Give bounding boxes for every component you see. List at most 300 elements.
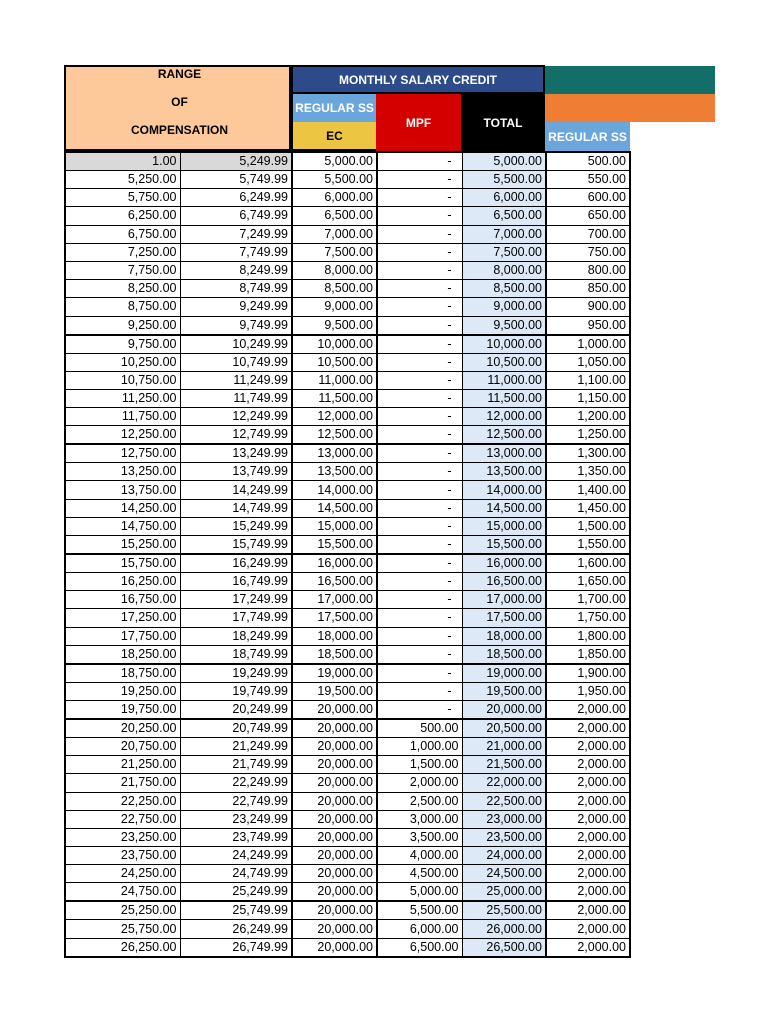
mpf-cell: - [377,664,462,683]
ec-cell: 12,000.00 [292,408,377,426]
range-to-cell: 15,249.99 [180,517,292,535]
regular-ss-cell: 1,650.00 [546,573,630,591]
range-to-cell: 6,749.99 [180,207,292,225]
range-from-cell: 15,750.00 [65,554,180,573]
range-to-cell: 11,249.99 [180,371,292,389]
total-cell: 6,000.00 [462,189,546,207]
table-row [65,371,630,389]
range-to-cell: 13,749.99 [180,463,292,481]
mpf-cell: 500.00 [377,719,462,738]
regular-ss-cell: 1,250.00 [546,426,630,445]
range-from-cell: 24,750.00 [65,883,180,902]
regular-ss-cell: 1,600.00 [546,554,630,573]
range-to-cell: 15,749.99 [180,536,292,555]
orange-header-block [545,94,715,122]
ec-cell: 17,500.00 [292,609,377,627]
mpf-cell: 3,500.00 [377,828,462,846]
table-row [65,335,630,354]
regular-ss-cell: 1,200.00 [546,408,630,426]
ec-cell: 9,500.00 [292,316,377,335]
ec-cell: 20,000.00 [292,774,377,792]
total-cell: 10,500.00 [462,353,546,371]
mpf-cell: - [377,225,462,243]
ec-cell: 20,000.00 [292,792,377,810]
range-from-cell: 22,750.00 [65,810,180,828]
regular-ss-cell: 2,000.00 [546,920,630,938]
total-cell: 22,000.00 [462,774,546,792]
regular-ss-cell: 2,000.00 [546,737,630,755]
range-from-cell: 14,250.00 [65,499,180,517]
total-cell: 18,000.00 [462,627,546,645]
ec-cell: 20,000.00 [292,865,377,883]
table-row [65,573,630,591]
mpf-cell: 3,000.00 [377,810,462,828]
regular-ss-cell: 1,800.00 [546,627,630,645]
total-cell: 5,500.00 [462,171,546,189]
range-from-cell: 8,250.00 [65,280,180,298]
total-cell: 7,000.00 [462,225,546,243]
mpf-header: MPF [376,94,461,151]
ec-cell: 11,000.00 [292,371,377,389]
mpf-cell: 2,000.00 [377,774,462,792]
total-cell: 16,500.00 [462,573,546,591]
range-to-cell: 13,249.99 [180,444,292,463]
range-from-cell: 9,750.00 [65,335,180,354]
range-from-cell: 7,750.00 [65,261,180,279]
range-to-cell: 5,749.99 [180,171,292,189]
range-to-cell: 26,749.99 [180,938,292,957]
mpf-cell: - [377,207,462,225]
ec-cell: 17,000.00 [292,591,377,609]
range-to-cell: 22,749.99 [180,792,292,810]
table-row [65,883,630,902]
regular-ss-cell: 650.00 [546,207,630,225]
range-from-cell: 8,750.00 [65,298,180,316]
range-from-cell: 17,250.00 [65,609,180,627]
mpf-cell: - [377,591,462,609]
mpf-cell: - [377,152,462,171]
range-to-cell: 10,749.99 [180,353,292,371]
regular-ss-cell: 2,000.00 [546,700,630,719]
range-from-cell: 21,750.00 [65,774,180,792]
range-from-cell: 21,250.00 [65,756,180,774]
regular-ss-cell: 1,100.00 [546,371,630,389]
range-to-cell: 7,249.99 [180,225,292,243]
mpf-cell: 4,500.00 [377,865,462,883]
ec-cell: 10,500.00 [292,353,377,371]
regular-ss-cell: 2,000.00 [546,774,630,792]
total-cell: 9,500.00 [462,316,546,335]
table-row [65,920,630,938]
ec-cell: 20,000.00 [292,883,377,902]
ec-cell: 20,000.00 [292,700,377,719]
range-to-cell: 14,749.99 [180,499,292,517]
regular-ss-cell: 2,000.00 [546,828,630,846]
regular-ss-cell: 1,300.00 [546,444,630,463]
regular-ss-cell: 900.00 [546,298,630,316]
range-to-cell: 8,249.99 [180,261,292,279]
ec-cell: 5,000.00 [292,152,377,171]
range-from-cell: 11,750.00 [65,408,180,426]
range-to-cell: 17,749.99 [180,609,292,627]
table-row [65,756,630,774]
total-cell: 5,000.00 [462,152,546,171]
regular-ss-cell: 2,000.00 [546,810,630,828]
mpf-cell: 6,500.00 [377,938,462,957]
ec-cell: 14,000.00 [292,481,377,499]
range-to-cell: 24,249.99 [180,847,292,865]
regular-ss-cell: 2,000.00 [546,865,630,883]
total-cell: 8,000.00 [462,261,546,279]
range-from-cell: 23,250.00 [65,828,180,846]
table-row [65,207,630,225]
range-from-cell: 25,250.00 [65,901,180,920]
ec-cell: 15,500.00 [292,536,377,555]
total-cell: 22,500.00 [462,792,546,810]
regular-ss-cell: 2,000.00 [546,756,630,774]
table-row [65,609,630,627]
mpf-cell: - [377,243,462,261]
mpf-cell: - [377,554,462,573]
range-to-cell: 16,749.99 [180,573,292,591]
table-row [65,810,630,828]
total-cell: 21,500.00 [462,756,546,774]
ec-header: EC [291,122,376,151]
total-cell: 17,000.00 [462,591,546,609]
mpf-cell: - [377,189,462,207]
table-row [65,774,630,792]
regular-ss-cell: 2,000.00 [546,847,630,865]
total-cell: 14,500.00 [462,499,546,517]
table-row [65,152,630,171]
ec-cell: 5,500.00 [292,171,377,189]
mpf-cell: 2,500.00 [377,792,462,810]
table-row [65,792,630,810]
range-from-cell: 23,750.00 [65,847,180,865]
ec-cell: 12,500.00 [292,426,377,445]
mpf-cell: - [377,609,462,627]
mpf-cell: - [377,481,462,499]
ec-cell: 14,500.00 [292,499,377,517]
ec-cell: 15,000.00 [292,517,377,535]
table-row [65,828,630,846]
mpf-cell: - [377,171,462,189]
range-to-cell: 20,749.99 [180,719,292,738]
range-from-cell: 20,750.00 [65,737,180,755]
total-cell: 6,500.00 [462,207,546,225]
regular-ss-cell: 850.00 [546,280,630,298]
table-row [65,901,630,920]
table-row [65,517,630,535]
total-cell: 13,500.00 [462,463,546,481]
ec-cell: 8,000.00 [292,261,377,279]
range-to-cell: 23,749.99 [180,828,292,846]
table-row [65,847,630,865]
total-cell: 11,000.00 [462,371,546,389]
range-to-cell: 7,749.99 [180,243,292,261]
table-row [65,189,630,207]
regular-ss-cell: 1,150.00 [546,389,630,407]
total-cell: 20,000.00 [462,700,546,719]
total-cell: 18,500.00 [462,645,546,664]
range-from-cell: 6,250.00 [65,207,180,225]
table-row [65,171,630,189]
total-cell: 19,000.00 [462,664,546,683]
mpf-cell: - [377,645,462,664]
salary-credit-table [64,151,631,958]
regular-ss-cell: 600.00 [546,189,630,207]
total-cell: 26,500.00 [462,938,546,957]
ec-cell: 7,500.00 [292,243,377,261]
mpf-cell: 6,000.00 [377,920,462,938]
range-from-cell: 6,750.00 [65,225,180,243]
table-row [65,353,630,371]
range-to-cell: 16,249.99 [180,554,292,573]
regular-ss-cell: 1,900.00 [546,664,630,683]
total-cell: 13,000.00 [462,444,546,463]
range-from-cell: 14,750.00 [65,517,180,535]
total-cell: 23,000.00 [462,810,546,828]
table-row [65,682,630,700]
mpf-cell: 5,000.00 [377,883,462,902]
range-to-cell: 9,249.99 [180,298,292,316]
table-row [65,554,630,573]
ec-cell: 20,000.00 [292,938,377,957]
ec-cell: 6,000.00 [292,189,377,207]
regular-ss-cell: 2,000.00 [546,792,630,810]
mpf-cell: - [377,444,462,463]
regular-ss-cell: 750.00 [546,243,630,261]
regular-ss-cell: 2,000.00 [546,901,630,920]
regular-ss-cell: 1,850.00 [546,645,630,664]
mpf-cell: 5,500.00 [377,901,462,920]
total-cell: 26,000.00 [462,920,546,938]
range-to-cell: 19,249.99 [180,664,292,683]
ec-cell: 20,000.00 [292,920,377,938]
range-from-cell: 9,250.00 [65,316,180,335]
total-cell: 14,000.00 [462,481,546,499]
total-cell: 25,000.00 [462,883,546,902]
table-row [65,645,630,664]
table-row [65,664,630,683]
ec-cell: 19,500.00 [292,682,377,700]
table-row [65,481,630,499]
ec-cell: 7,000.00 [292,225,377,243]
range-to-cell: 18,249.99 [180,627,292,645]
mpf-cell: - [377,700,462,719]
total-cell: 21,000.00 [462,737,546,755]
range-from-cell: 24,250.00 [65,865,180,883]
table-row [65,499,630,517]
mpf-cell: - [377,353,462,371]
regular-ss-cell: 950.00 [546,316,630,335]
regular-ss-cell: 1,400.00 [546,481,630,499]
table-row [65,225,630,243]
range-from-cell: 22,250.00 [65,792,180,810]
table-row [65,280,630,298]
range-from-cell: 16,750.00 [65,591,180,609]
mpf-cell: - [377,389,462,407]
table-row [65,700,630,719]
ec-cell: 20,000.00 [292,719,377,738]
range-to-cell: 17,249.99 [180,591,292,609]
regular-ss-cell: 550.00 [546,171,630,189]
ec-cell: 8,500.00 [292,280,377,298]
range-from-cell: 5,250.00 [65,171,180,189]
range-from-cell: 18,250.00 [65,645,180,664]
ec-cell: 9,000.00 [292,298,377,316]
total-cell: 20,500.00 [462,719,546,738]
total-cell: 16,000.00 [462,554,546,573]
ec-cell: 13,500.00 [292,463,377,481]
mpf-cell: - [377,335,462,354]
range-from-cell: 25,750.00 [65,920,180,938]
table-row [65,444,630,463]
total-cell: 9,000.00 [462,298,546,316]
range-from-cell: 16,250.00 [65,573,180,591]
range-to-cell: 12,249.99 [180,408,292,426]
range-to-cell: 19,749.99 [180,682,292,700]
regular-ss-cell: 500.00 [546,152,630,171]
mpf-cell: 1,000.00 [377,737,462,755]
mpf-cell: - [377,499,462,517]
range-to-cell: 11,749.99 [180,389,292,407]
range-to-cell: 21,249.99 [180,737,292,755]
ec-cell: 20,000.00 [292,756,377,774]
ec-cell: 20,000.00 [292,828,377,846]
mpf-cell: - [377,682,462,700]
range-from-cell: 17,750.00 [65,627,180,645]
ec-cell: 18,000.00 [292,627,377,645]
regular-ss-cell: 700.00 [546,225,630,243]
table-row [65,737,630,755]
ec-cell: 11,500.00 [292,389,377,407]
table-row [65,243,630,261]
table-row [65,261,630,279]
regular-ss-cell: 1,450.00 [546,499,630,517]
ec-cell: 6,500.00 [292,207,377,225]
range-to-cell: 18,749.99 [180,645,292,664]
total-cell: 24,000.00 [462,847,546,865]
table-body [65,152,630,957]
range-from-cell: 12,750.00 [65,444,180,463]
range-from-cell: 26,250.00 [65,938,180,957]
range-of-compensation-header [64,65,291,151]
ec-cell: 16,000.00 [292,554,377,573]
mpf-cell: - [377,298,462,316]
range-label: RANGE [157,67,202,81]
table-row [65,865,630,883]
regular-ss-cell: 2,000.00 [546,719,630,738]
ec-cell: 20,000.00 [292,737,377,755]
regular-ss-cell: 1,550.00 [546,536,630,555]
ec-cell: 20,000.00 [292,847,377,865]
range-from-cell: 1.00 [65,152,180,171]
table-row [65,591,630,609]
total-cell: 12,000.00 [462,408,546,426]
range-from-cell: 10,750.00 [65,371,180,389]
total-cell: 10,000.00 [462,335,546,354]
regular-ss-cell: 1,500.00 [546,517,630,535]
table-row [65,316,630,335]
total-cell: 11,500.00 [462,389,546,407]
range-to-cell: 6,249.99 [180,189,292,207]
regular-ss-cell: 1,000.00 [546,335,630,354]
ec-cell: 20,000.00 [292,901,377,920]
total-header: TOTAL [461,94,545,151]
table-row [65,426,630,445]
table-row [65,719,630,738]
of-label: OF [171,95,188,109]
ec-cell: 13,000.00 [292,444,377,463]
regular-ss-header-right: REGULAR SS [545,122,630,151]
mpf-cell: - [377,517,462,535]
range-to-cell: 24,749.99 [180,865,292,883]
range-from-cell: 12,250.00 [65,426,180,445]
ec-cell: 20,000.00 [292,810,377,828]
mpf-cell: - [377,371,462,389]
range-from-cell: 19,250.00 [65,682,180,700]
total-cell: 24,500.00 [462,865,546,883]
range-to-cell: 23,249.99 [180,810,292,828]
table-row [65,536,630,555]
total-cell: 7,500.00 [462,243,546,261]
regular-ss-cell: 1,350.00 [546,463,630,481]
regular-ss-header-top: REGULAR SS [291,94,376,122]
monthly-salary-credit-header: MONTHLY SALARY CREDIT [291,65,545,94]
range-to-cell: 8,749.99 [180,280,292,298]
range-to-cell: 5,249.99 [180,152,292,171]
range-to-cell: 22,249.99 [180,774,292,792]
total-cell: 23,500.00 [462,828,546,846]
range-from-cell: 18,750.00 [65,664,180,683]
table-row [65,463,630,481]
total-cell: 15,500.00 [462,536,546,555]
ec-cell: 19,000.00 [292,664,377,683]
regular-ss-cell: 2,000.00 [546,938,630,957]
range-to-cell: 25,749.99 [180,901,292,920]
range-from-cell: 13,750.00 [65,481,180,499]
mpf-cell: - [377,316,462,335]
regular-ss-cell: 1,750.00 [546,609,630,627]
compensation-label: COMPENSATION [130,123,229,137]
range-to-cell: 25,249.99 [180,883,292,902]
range-from-cell: 5,750.00 [65,189,180,207]
mpf-cell: - [377,426,462,445]
range-to-cell: 12,749.99 [180,426,292,445]
regular-ss-cell: 2,000.00 [546,883,630,902]
ec-cell: 10,000.00 [292,335,377,354]
range-to-cell: 9,749.99 [180,316,292,335]
total-cell: 8,500.00 [462,280,546,298]
range-from-cell: 7,250.00 [65,243,180,261]
range-to-cell: 14,249.99 [180,481,292,499]
range-from-cell: 11,250.00 [65,389,180,407]
total-cell: 25,500.00 [462,901,546,920]
ec-cell: 16,500.00 [292,573,377,591]
mpf-cell: - [377,463,462,481]
teal-header-block [545,66,715,94]
regular-ss-cell: 1,050.00 [546,353,630,371]
range-to-cell: 21,749.99 [180,756,292,774]
range-to-cell: 10,249.99 [180,335,292,354]
total-cell: 19,500.00 [462,682,546,700]
range-from-cell: 15,250.00 [65,536,180,555]
range-from-cell: 20,250.00 [65,719,180,738]
mpf-cell: 1,500.00 [377,756,462,774]
mpf-cell: - [377,280,462,298]
range-from-cell: 19,750.00 [65,700,180,719]
